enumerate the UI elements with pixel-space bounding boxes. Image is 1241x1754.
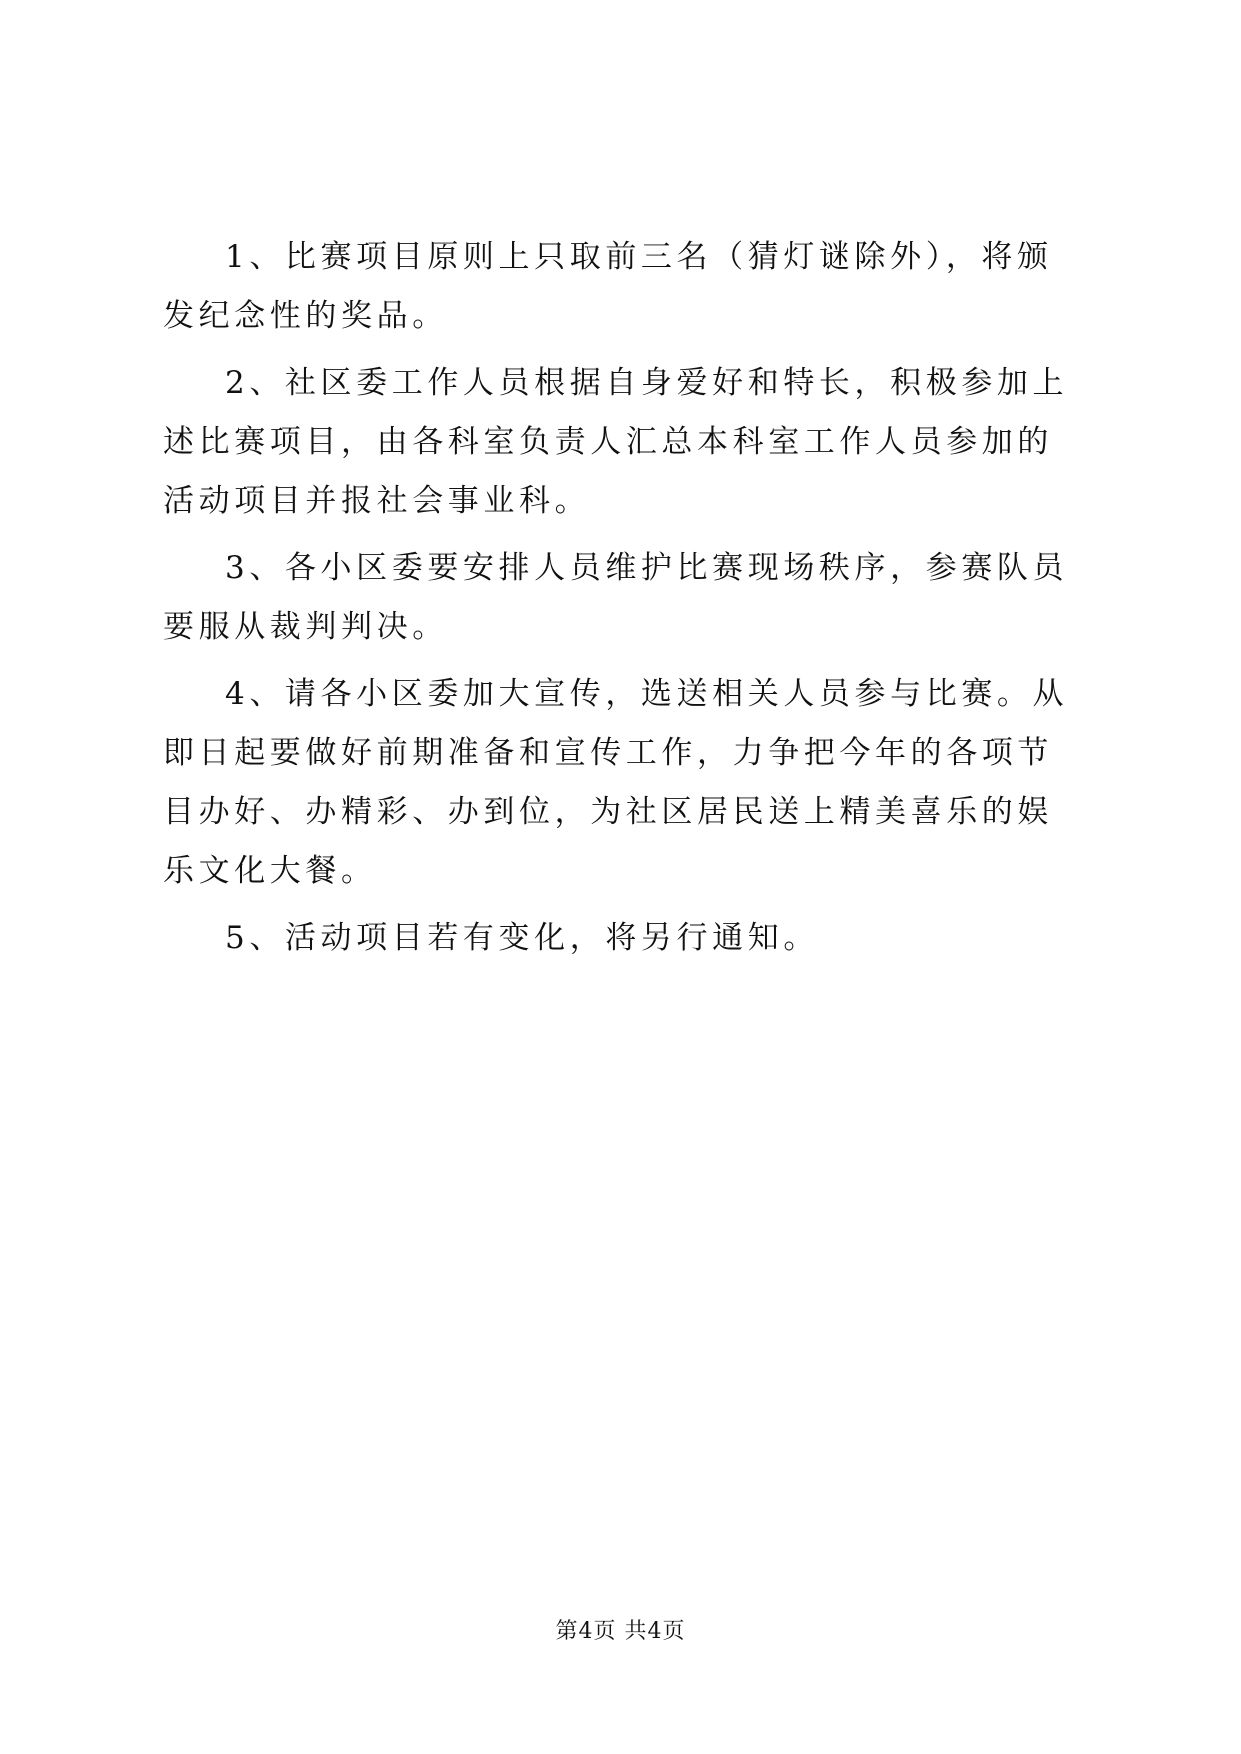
page-number-footer: 第4页 共4页 [555,1619,686,1644]
paragraph-2: 2、社区委工作人员根据自身爱好和特长，积极参加上述比赛项目，由各科室负责人汇总本科室工作人员参加的活动项目并报社会事业科。 [163,365,1069,519]
paragraph-4: 4、请各小区委加大宣传，选送相关人员参与比赛。从即日起要做好前期准备和宣传工作，力争把今年的各项节目办好、办精彩、办到位，为社区居民送上精美喜乐的娱乐文化大餐。 [163,676,1069,889]
paragraph-5: 5、活动项目若有变化，将另行通知。 [225,920,819,956]
document-body [163,228,1083,976]
paragraph-3: 3、各小区委要安排人员维护比赛现场秩序，参赛队员要服从裁判判决。 [163,550,1069,645]
paragraph-1: 1、比赛项目原则上只取前三名（猜灯谜除外），将颁发纪念性的奖品。 [163,239,1053,334]
